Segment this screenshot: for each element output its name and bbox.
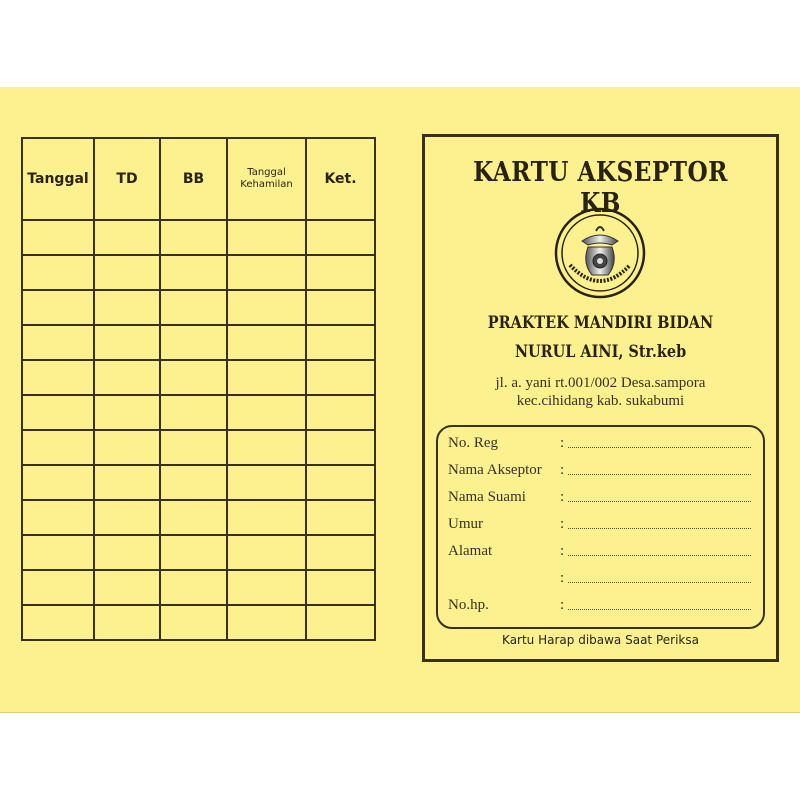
table-cell[interactable]	[160, 430, 227, 465]
table-cell[interactable]	[94, 500, 160, 535]
field-no-reg[interactable]	[448, 435, 753, 455]
field-label: Umur	[448, 516, 483, 532]
field-umur[interactable]	[448, 516, 753, 536]
table-row	[22, 605, 375, 640]
table-cell[interactable]	[160, 290, 227, 325]
table-cell[interactable]	[94, 430, 160, 465]
fill-line[interactable]	[568, 582, 751, 583]
table-cell[interactable]	[160, 605, 227, 640]
table-cell[interactable]	[22, 255, 94, 290]
table-cell[interactable]	[227, 395, 306, 430]
field-colon: :	[560, 543, 565, 559]
table-cell[interactable]	[306, 500, 375, 535]
visit-log-table	[21, 137, 376, 641]
table-cell[interactable]	[22, 500, 94, 535]
table-cell[interactable]	[94, 220, 160, 255]
table-cell[interactable]	[160, 535, 227, 570]
field-colon: :	[560, 597, 565, 613]
field-label: No. Reg	[448, 435, 498, 451]
table-cell[interactable]	[227, 220, 306, 255]
table-row	[22, 220, 375, 255]
col-header-ket: Ket.	[306, 138, 375, 220]
field-colon: :	[560, 489, 565, 505]
table-row	[22, 255, 375, 290]
table-cell[interactable]	[306, 290, 375, 325]
table-cell[interactable]	[227, 255, 306, 290]
table-cell[interactable]	[306, 570, 375, 605]
table-cell[interactable]	[306, 465, 375, 500]
table-cell[interactable]	[160, 570, 227, 605]
table-cell[interactable]	[94, 570, 160, 605]
table-header-row	[22, 138, 375, 220]
table-cell[interactable]	[22, 430, 94, 465]
table-cell[interactable]	[160, 220, 227, 255]
table-cell[interactable]	[306, 220, 375, 255]
field-colon: :	[560, 435, 565, 451]
fill-line[interactable]	[568, 501, 751, 502]
table-row	[22, 535, 375, 570]
table-cell[interactable]	[22, 325, 94, 360]
field-nama-suami[interactable]	[448, 489, 753, 509]
field-alamat[interactable]	[448, 543, 753, 563]
card-footer-note: Kartu Harap dibawa Saat Periksa	[502, 633, 699, 647]
field-alamat-continued[interactable]	[448, 570, 753, 590]
table-row	[22, 360, 375, 395]
table-cell[interactable]	[306, 605, 375, 640]
fill-line[interactable]	[568, 555, 751, 556]
table-row	[22, 500, 375, 535]
table-cell[interactable]	[22, 605, 94, 640]
table-cell[interactable]	[160, 395, 227, 430]
table-cell[interactable]	[227, 465, 306, 500]
field-colon: :	[560, 462, 565, 478]
table-cell[interactable]	[227, 570, 306, 605]
table-cell[interactable]	[94, 605, 160, 640]
acceptor-card	[422, 134, 779, 662]
table-row	[22, 395, 375, 430]
fill-line[interactable]	[568, 447, 751, 448]
ikatan-bidan-indonesia-logo-icon	[552, 205, 648, 301]
table-cell[interactable]	[22, 570, 94, 605]
table-cell[interactable]	[306, 255, 375, 290]
field-label: Alamat	[448, 543, 493, 559]
table-cell[interactable]	[227, 535, 306, 570]
fill-line[interactable]	[568, 528, 751, 529]
table-cell[interactable]	[306, 395, 375, 430]
col-header-tanggal: Tanggal	[22, 138, 94, 220]
header-line: Kehamilan	[240, 179, 293, 190]
field-nama-akseptor[interactable]	[448, 462, 753, 482]
col-header-td: TD	[94, 138, 160, 220]
card-title: KARTU AKSEPTOR KB	[473, 157, 728, 219]
field-colon: :	[560, 516, 565, 532]
fill-line[interactable]	[568, 474, 751, 475]
clinic-name: PRAKTEK MANDIRI BIDAN	[487, 313, 714, 333]
table-row	[22, 570, 375, 605]
table-cell[interactable]	[94, 535, 160, 570]
table-cell[interactable]	[160, 500, 227, 535]
header-line: Tanggal	[247, 167, 286, 178]
col-header-bb: BB	[160, 138, 227, 220]
table-row	[22, 290, 375, 325]
field-label: Nama Akseptor	[448, 462, 542, 478]
table-cell[interactable]	[160, 325, 227, 360]
field-no-hp[interactable]	[448, 597, 753, 617]
address-line-2: kec.cihidang kab. sukabumi	[516, 393, 685, 409]
table-cell[interactable]	[227, 430, 306, 465]
table-cell[interactable]	[94, 465, 160, 500]
table-cell[interactable]	[227, 500, 306, 535]
table-cell[interactable]	[22, 360, 94, 395]
table-cell[interactable]	[227, 290, 306, 325]
table-cell[interactable]	[306, 430, 375, 465]
table-cell[interactable]	[227, 605, 306, 640]
field-label: No.hp.	[448, 597, 489, 613]
table-cell[interactable]	[94, 395, 160, 430]
table-cell[interactable]	[22, 535, 94, 570]
table-cell[interactable]	[306, 325, 375, 360]
table-cell[interactable]	[22, 465, 94, 500]
table-cell[interactable]	[306, 360, 375, 395]
table-cell[interactable]	[227, 325, 306, 360]
col-header-tanggal-kehamilan	[227, 138, 306, 220]
table-cell[interactable]	[94, 255, 160, 290]
table-cell[interactable]	[22, 290, 94, 325]
table-cell[interactable]	[94, 360, 160, 395]
table-cell[interactable]	[160, 360, 227, 395]
table-row	[22, 465, 375, 500]
table-cell[interactable]	[160, 465, 227, 500]
table-cell[interactable]	[22, 395, 94, 430]
table-cell[interactable]	[306, 535, 375, 570]
table-body	[22, 220, 375, 640]
field-label: Nama Suami	[448, 489, 526, 505]
table-row	[22, 325, 375, 360]
table-cell[interactable]	[160, 255, 227, 290]
table-cell[interactable]	[94, 325, 160, 360]
table-row	[22, 430, 375, 465]
table-cell[interactable]	[22, 220, 94, 255]
field-colon: :	[560, 570, 565, 586]
table-cell[interactable]	[94, 290, 160, 325]
table-cell[interactable]	[227, 360, 306, 395]
patient-info-box	[436, 425, 765, 629]
fill-line[interactable]	[568, 609, 751, 610]
address-line-1: jl. a. yani rt.001/002 Desa.sampora	[495, 375, 706, 391]
midwife-name: NURUL AINI, Str.keb	[514, 342, 687, 362]
